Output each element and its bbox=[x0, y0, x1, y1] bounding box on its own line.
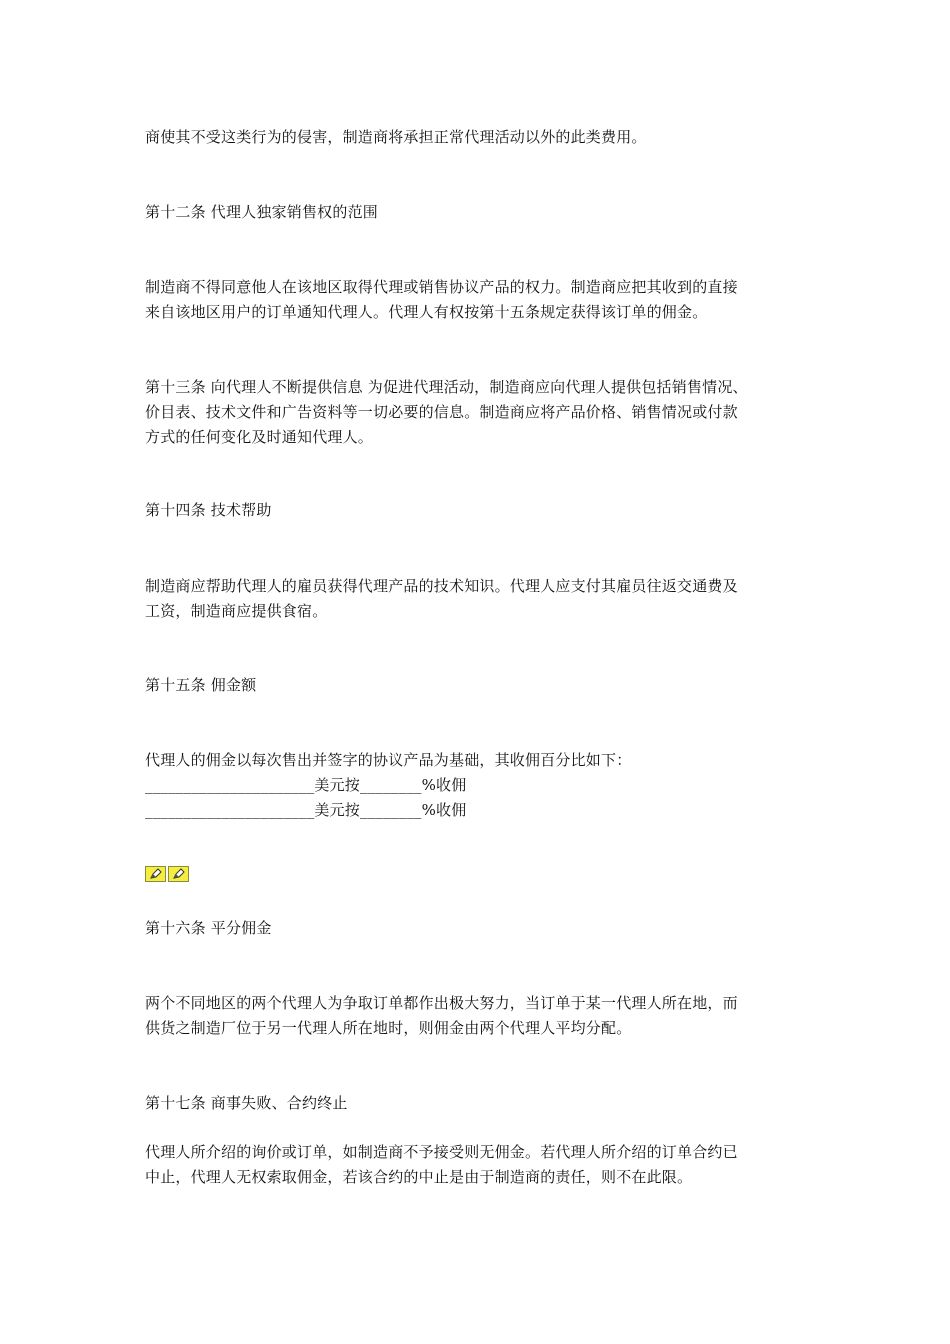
paragraph-line: 第十三条 向代理人不断提供信息 为促进代理活动，制造商应向代理人提供包括销售情况、 bbox=[145, 378, 748, 396]
paragraph-line: 来自该地区用户的订单通知代理人。代理人有权按第十五条规定获得该订单的佣金。 bbox=[145, 303, 708, 321]
article-15-heading: 第十五条 佣金额 bbox=[145, 676, 257, 694]
paragraph-line: 两个不同地区的两个代理人为争取订单都作出极大努力，当订单于某一代理人所在地，而 bbox=[145, 994, 738, 1012]
article-17-heading: 第十七条 商事失败、合约终止 bbox=[145, 1094, 348, 1112]
pencil-icon bbox=[145, 866, 166, 882]
pencil-icon bbox=[168, 866, 189, 882]
paragraph-line: 方式的任何变化及时通知代理人。 bbox=[145, 428, 374, 446]
article-14-heading: 第十四条 技术帮助 bbox=[145, 501, 272, 519]
icon-group bbox=[145, 866, 189, 882]
paragraph-line: 供货之制造厂位于另一代理人所在地时，则佣金由两个代理人平均分配。 bbox=[145, 1019, 632, 1037]
commission-blank-line: ______________________美元按________%收佣 bbox=[145, 801, 467, 819]
paragraph-line: 制造商应帮助代理人的雇员获得代理产品的技术知识。代理人应支付其雇员往返交通费及 bbox=[145, 577, 738, 595]
paragraph-line: 工资，制造商应提供食宿。 bbox=[145, 602, 328, 620]
paragraph-line: 代理人所介绍的询价或订单，如制造商不予接受则无佣金。若代理人所介绍的订单合约已 bbox=[145, 1143, 738, 1161]
article-16-heading: 第十六条 平分佣金 bbox=[145, 919, 272, 937]
commission-blank-line: ______________________美元按________%收佣 bbox=[145, 776, 467, 794]
article-12-heading: 第十二条 代理人独家销售权的范围 bbox=[145, 203, 378, 221]
paragraph-line: 价目表、技术文件和广告资料等一切必要的信息。制造商应将产品价格、销售情况或付款 bbox=[145, 403, 738, 421]
paragraph-line: 制造商不得同意他人在该地区取得代理或销售协议产品的权力。制造商应把其收到的直接 bbox=[145, 278, 738, 296]
paragraph-line: 商使其不受这类行为的侵害，制造商将承担正常代理活动以外的此类费用。 bbox=[145, 128, 647, 146]
paragraph-line: 中止，代理人无权索取佣金，若该合约的中止是由于制造商的责任，则不在此限。 bbox=[145, 1168, 693, 1186]
paragraph-line: 代理人的佣金以每次售出并签字的协议产品为基础，其收佣百分比如下： bbox=[145, 751, 632, 769]
